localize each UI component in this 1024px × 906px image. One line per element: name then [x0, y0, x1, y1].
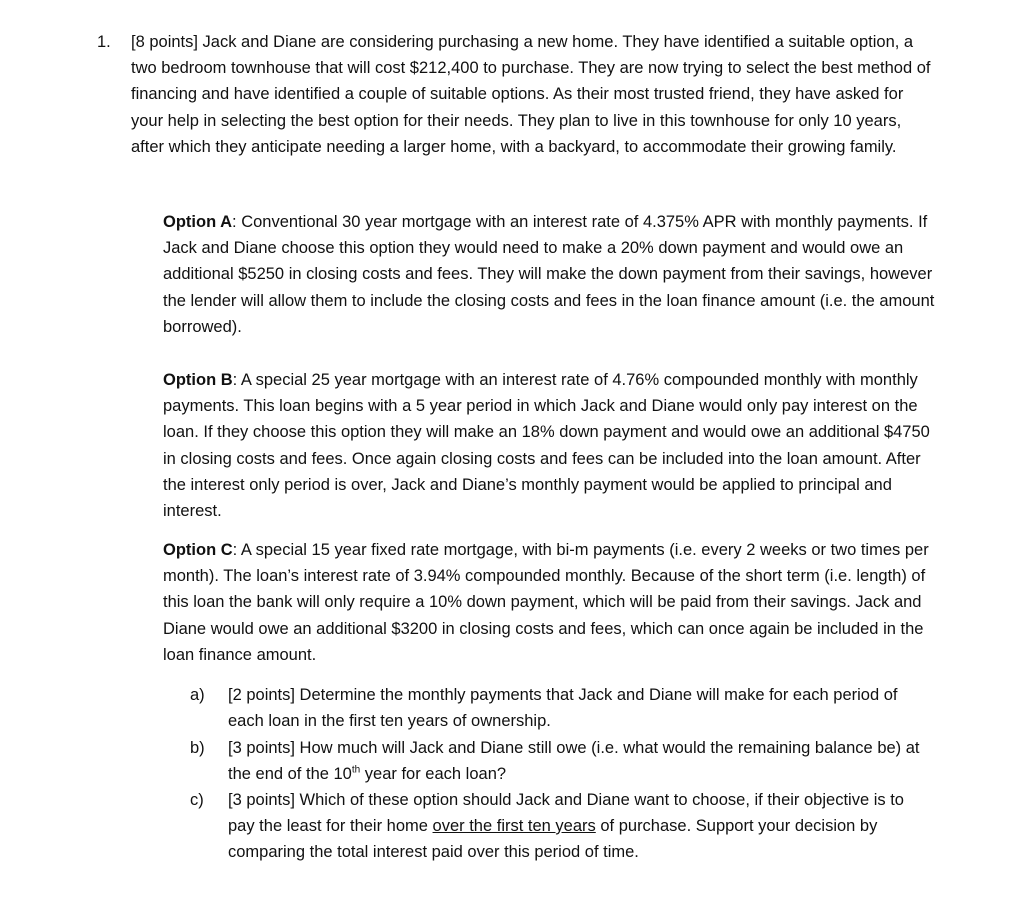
question-intro: [8 points] Jack and Diane are considering purchasing a new home. They have identified a suitable option, a two bedroom townhouse that will cost $212,400 to purchase. They are now trying to select the best method of financing and have identified a couple of suitable options. As their most trusted friend, they have asked for your help in selecting the best option for their needs. They plan to live in this townhouse for only 10 years, after which they anticipate needing a larger home, with a backyard, to accommodate their growing family.	[131, 33, 931, 156]
option-b	[163, 367, 938, 524]
question-number: 1.	[97, 33, 111, 51]
option-c-text: : A special 15 year fixed rate mortgage, with bi-m payments (i.e. every 2 weeks or two times per month). The loan’s interest rate of 3.94% compounded monthly. Because of the short term (i.e. length) of this loan the bank will only require a 10% down payment, which will be paid from their savings. Jack and Diane would owe an additional $3200 in closing costs and fees, which can once again be included in the loan finance amount.	[163, 541, 929, 664]
option-a-text: : Conventional 30 year mortgage with an interest rate of 4.375% APR with monthly payments. If Jack and Diane choose this option they would need to make a 20% down payment and would owe an additional $5250 in closing costs and fees. They will make the down payment from their savings, however the lender will allow them to include the closing costs and fees in the loan finance amount (i.e. the amount borrowed).	[163, 213, 935, 336]
subquestion-c-text-after: of purchase. Support your decision by comparing the total interest paid over this period of time.	[228, 817, 878, 861]
option-c-label: Option C	[163, 541, 233, 559]
option-a-label: Option A	[163, 213, 233, 231]
subquestion-c-letter: c)	[190, 791, 204, 809]
option-a	[163, 209, 938, 340]
subquestion-b-letter: b)	[190, 739, 205, 757]
subquestion-c	[190, 787, 930, 865]
option-c	[163, 537, 938, 668]
option-b-text: : A special 25 year mortgage with an interest rate of 4.76% compounded monthly with monthly payments. This loan begins with a 5 year period in which Jack and Diane would only pay interest on the loan. If they choose this option they will make an 18% down payment and would owe an additional $4750 in closing costs and fees. Once again closing costs and fees can be included into the loan amount. After the interest only period is over, Jack and Diane’s monthly payment would be applied to principal and interest.	[163, 371, 930, 521]
subquestion-c-text	[228, 787, 930, 865]
subquestion-c-text-before: [3 points] Which of these option should Jack and Diane want to choose, if their objective is to pay the least for their home	[228, 791, 904, 835]
subquestion-b-text	[228, 735, 930, 787]
subquestion-b	[190, 735, 930, 787]
subquestion-b-text-after: year for each loan?	[360, 765, 507, 783]
subquestion-c-underlined: over the first ten years	[432, 817, 596, 835]
subquestion-b-superscript: th	[351, 764, 361, 776]
option-b-label: Option B	[163, 371, 233, 389]
subquestion-a-letter: a)	[190, 686, 205, 704]
subquestion-a-text: [2 points] Determine the monthly payments that Jack and Diane will make for each period of each loan in the first ten years of ownership.	[228, 686, 898, 730]
subquestion-b-text-before: [3 points] How much will Jack and Diane still owe (i.e. what would the remaining balance be) at the end of the 10	[228, 739, 920, 783]
subquestion-a	[190, 682, 930, 734]
